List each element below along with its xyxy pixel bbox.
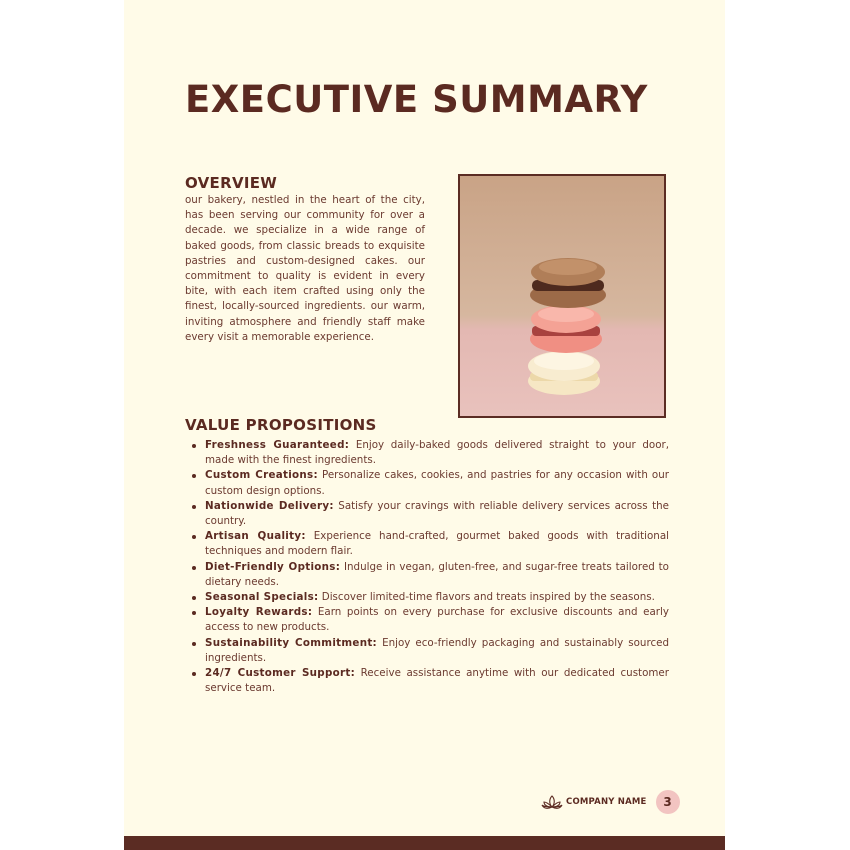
list-item-label: Nationwide Delivery: — [205, 499, 334, 512]
list-item-label: Custom Creations: — [205, 469, 318, 482]
page-footer — [541, 790, 680, 814]
list-item-text: Earn points on every purchase for exclusive discounts and early access to new products. — [205, 606, 669, 634]
list-item-text: Discover limited-time flavors and treats inspired by the seasons. — [321, 591, 655, 604]
lotus-icon — [541, 792, 563, 812]
list-item-text: Enjoy eco-friendly packaging and sustainably sourced ingredients. — [205, 636, 669, 664]
overview-text: our bakery, nestled in the heart of the city, has been serving our community for over a decade. we specialize in a wide range of baked goods, from classic breads to exquisite pastries and custom-designed cakes. our commitment to quality is evident in every bite, with each item crafted using only the finest, locally-sourced ingredients. our warm, inviting atmosphere and friendly staff make every visit a memorable experience. — [185, 194, 425, 343]
list-item — [205, 468, 669, 498]
list-item-label: 24/7 Customer Support: — [205, 667, 356, 680]
overview-heading: OVERVIEW — [185, 174, 278, 192]
list-item-text: Enjoy daily-baked goods delivered straight to your door, made with the finest ingredients. — [205, 439, 669, 467]
list-item-label: Seasonal Specials: — [205, 591, 319, 604]
overview-section — [185, 174, 425, 345]
value-propositions-list — [185, 438, 669, 696]
list-item-label: Artisan Quality: — [205, 530, 306, 543]
list-item-label: Diet-Friendly Options: — [205, 560, 341, 573]
list-item-text: Indulge in vegan, gluten-free, and sugar-free treats tailored to dietary needs. — [205, 560, 669, 588]
macaron-photo — [458, 174, 666, 418]
list-item-text: Personalize cakes, cookies, and pastries for any occasion with our custom design options. — [205, 469, 669, 497]
company-name: COMPANY NAME — [566, 797, 647, 807]
list-item — [205, 666, 669, 696]
value-propositions-heading: VALUE PROPOSITIONS — [185, 416, 377, 434]
value-propositions-section — [185, 416, 669, 696]
list-item — [205, 590, 669, 605]
page-title: EXECUTIVE SUMMARY — [185, 78, 648, 121]
list-item — [205, 560, 669, 590]
list-item-label: Loyalty Rewards: — [205, 606, 313, 619]
page-number-badge: 3 — [656, 790, 680, 814]
list-item — [205, 438, 669, 468]
list-item-text: Satisfy your cravings with reliable delivery services across the country. — [205, 499, 669, 528]
list-item-label: Sustainability Commitment: — [205, 636, 377, 649]
list-item — [205, 529, 669, 559]
list-item-label: Freshness Guaranteed: — [205, 439, 350, 451]
bottom-accent-bar — [124, 836, 725, 850]
list-item-text: Experience hand-crafted, gourmet baked goods with traditional techniques and modern flair. — [205, 530, 669, 558]
document-page — [124, 0, 725, 850]
list-item — [205, 499, 669, 529]
list-item — [205, 605, 669, 635]
macaron-stack-illustration — [460, 176, 664, 416]
list-item-text: Receive assistance anytime with our dedicated customer service team. — [205, 667, 669, 695]
list-item — [205, 636, 669, 666]
